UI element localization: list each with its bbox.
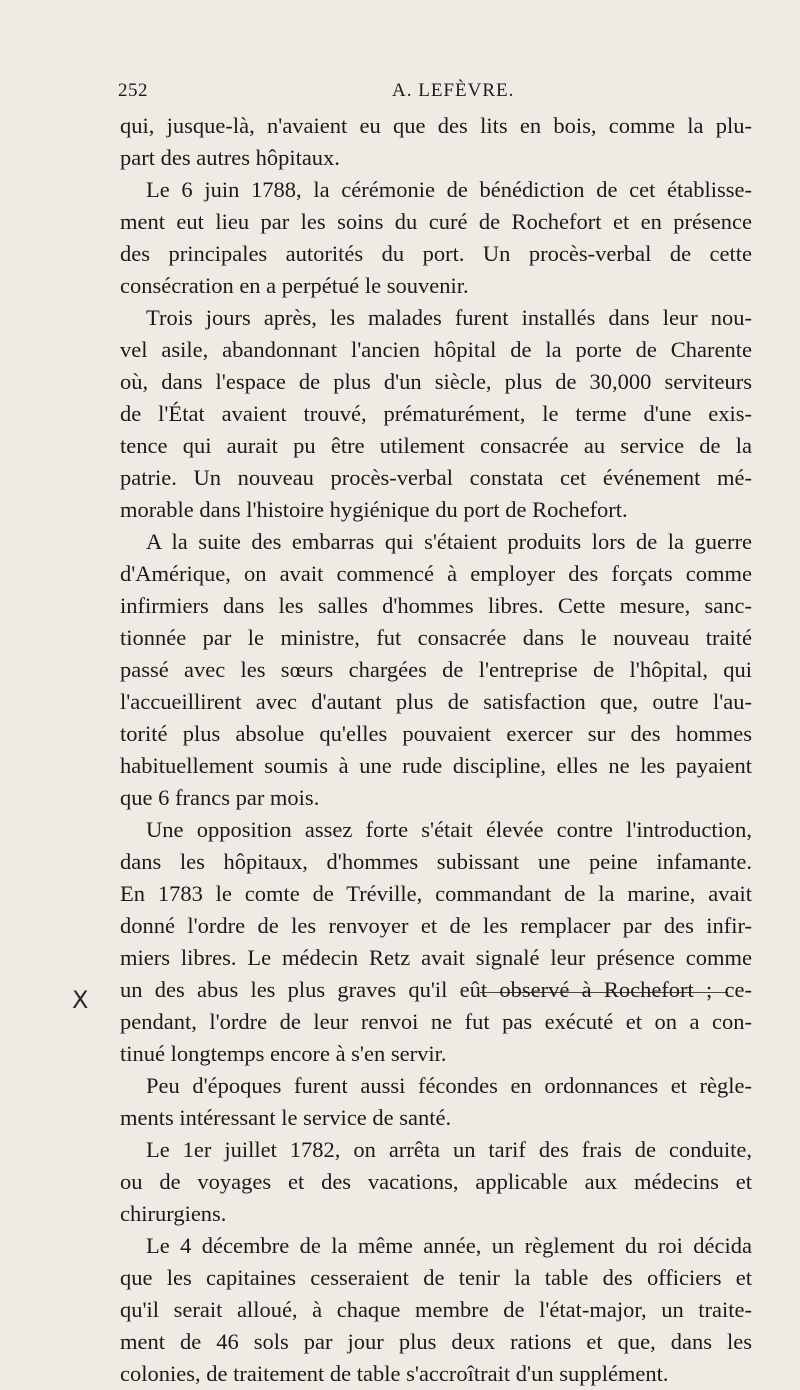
body-text [120,110,752,1390]
text-line: part des autres hôpitaux. [120,145,340,170]
text-line: que 6 francs par mois. [120,785,320,810]
text-line: ments intéressant le service de santé. [120,1105,452,1130]
text-line: habituellement soumis à une rude discipline, elles ne les payaient [120,753,752,778]
text-line: qui, jusque-là, n'avaient eu que des lits en bois, comme la plu- [120,113,752,138]
text-line: patrie. Un nouveau procès-verbal constata cet événement mé- [120,465,752,490]
text-line: tinué longtemps encore à s'en servir. [120,1041,447,1066]
running-head: A. LEFÈVRE. [392,80,515,101]
text-line: Trois jours après, les malades furent installés dans leur nou- [146,305,752,330]
text-line: Le 4 décembre de la même année, un règlement du roi décida [146,1233,752,1258]
page-number: 252 [118,80,148,101]
text-line: vel asile, abandonnant l'ancien hôpital de la porte de Charente [120,337,752,362]
text-line: pendant, l'ordre de leur renvoi ne fut pas exécuté et on a con- [120,1009,752,1034]
page-header [118,80,738,106]
text-line: des principales autorités du port. Un procès-verbal de cette [120,241,752,266]
text-line: donné l'ordre de les renvoyer et de les remplacer par des infir- [120,913,752,938]
text-line: tence qui aurait pu être utilement consacrée au service de la [120,433,752,458]
text-line: Une opposition assez forte s'était élevée contre l'introduction, [146,817,752,842]
text-line: consécration en a perpétué le souvenir. [120,273,469,298]
text-line: de l'État avaient trouvé, prématurément, le terme d'une exis- [120,401,752,426]
text-line: Le 6 juin 1788, la cérémonie de bénédiction de cet établisse- [146,177,752,202]
text-line: passé avec les sœurs chargées de l'entreprise de l'hôpital, qui [120,657,752,682]
text-line: infirmiers dans les salles d'hommes libres. Cette mesure, sanc- [120,593,752,618]
text-line: qu'il serait alloué, à chaque membre de l'état-major, un traite- [120,1297,752,1322]
text-line: où, dans l'espace de plus d'un siècle, plus de 30,000 serviteurs [120,369,752,394]
text-line: que les capitaines cesseraient de tenir la table des officiers et [120,1265,752,1290]
text-line: En 1783 le comte de Tréville, commandant de la marine, avait [120,881,752,906]
text-line: un des abus les plus graves qu'il eût observé à Rochefort ; ce- [120,977,752,1002]
text-line: torité plus absolue qu'elles pouvaient exercer sur des hommes [120,721,752,746]
text-line: d'Amérique, on avait commencé à employer des forçats comme [120,561,752,586]
text-line: morable dans l'histoire hygiénique du port de Rochefort. [120,497,628,522]
text-line: colonies, de traitement de table s'accroîtrait d'un supplément. [120,1361,669,1386]
text-line: dans les hôpitaux, d'hommes subissant une peine infamante. [120,849,752,874]
text-line: Peu d'époques furent aussi fécondes en ordonnances et règle- [146,1073,752,1098]
text-line: ou de voyages et des vacations, applicable aux médecins et [120,1169,752,1194]
text-line: l'accueillirent avec d'autant plus de satisfaction que, outre l'au- [120,689,752,714]
text-line: ment de 46 sols par jour plus deux rations et que, dans les [120,1329,752,1354]
text-line: ment eut lieu par les soins du curé de Rochefort et en présence [120,209,752,234]
text-line: tionnée par le ministre, fut consacrée dans le nouveau traité [120,625,752,650]
margin-annotation: X [72,986,89,1014]
text-line: A la suite des embarras qui s'étaient produits lors de la guerre [146,529,752,554]
text-line: miers libres. Le médecin Retz avait signalé leur présence comme [120,945,752,970]
text-line: Le 1er juillet 1782, on arrêta un tarif des frais de conduite, [146,1137,752,1162]
text-line: chirurgiens. [120,1201,227,1226]
